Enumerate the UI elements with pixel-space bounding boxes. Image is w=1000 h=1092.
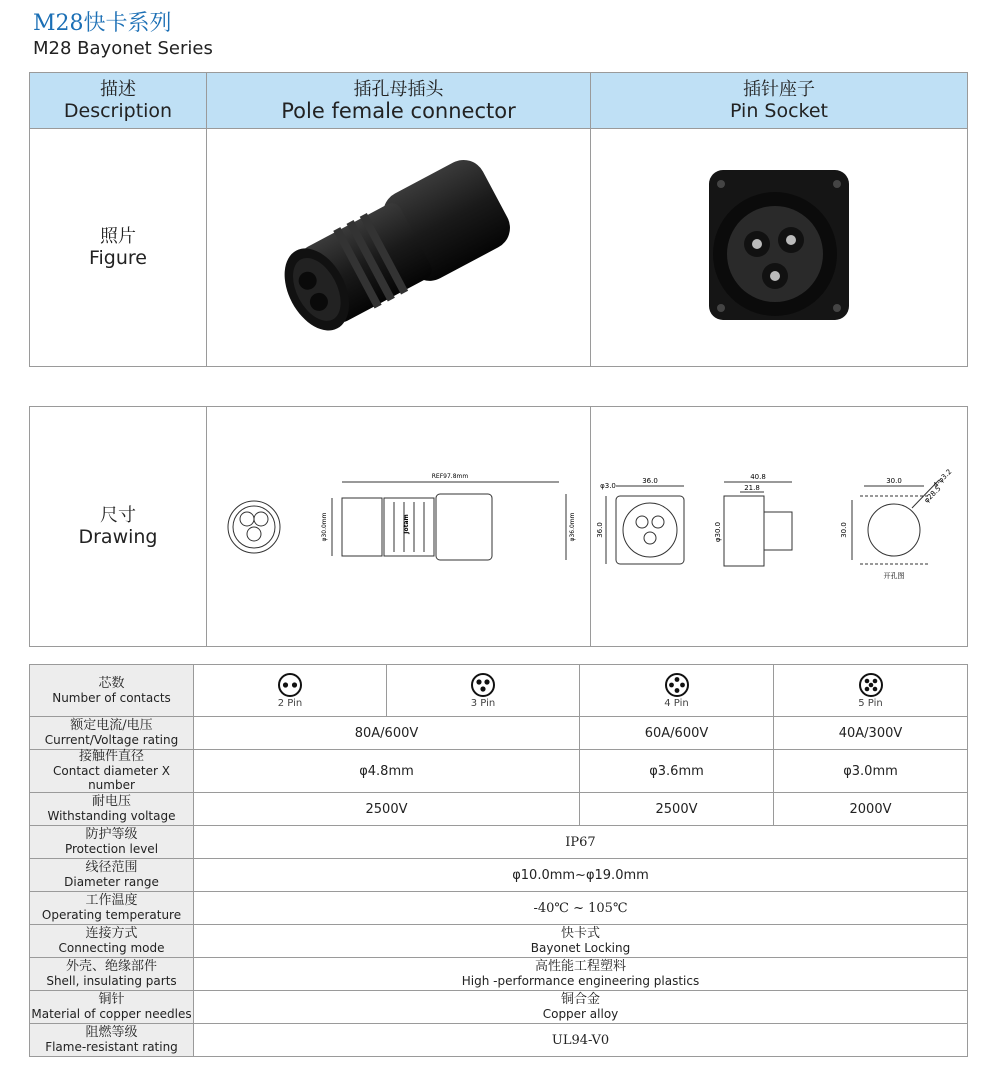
- wire-value: φ10.0mm~φ19.0mm: [194, 859, 968, 892]
- series-title-en: M28 Bayonet Series: [33, 38, 213, 59]
- needle-en: Material of copper needles: [31, 1007, 192, 1021]
- cut-note: 开孔图: [883, 571, 905, 580]
- socket-drawing: [591, 407, 968, 647]
- flame-label: [30, 1024, 194, 1057]
- spec-table: [29, 664, 968, 1057]
- dim-cut-top: 30.0: [886, 476, 902, 485]
- dim-cut-diameter: φ28.5: [922, 484, 943, 505]
- shell-value: [194, 958, 968, 991]
- withstand-4pin: 2500V: [580, 793, 774, 826]
- desc-cn: 描述: [100, 78, 136, 100]
- female-drawing: [207, 407, 591, 647]
- dim-ref-length: REF97.8mm: [431, 472, 468, 480]
- pin-5-label: 5 Pin: [858, 698, 883, 709]
- dim-side-diameter: φ30.0: [714, 521, 722, 542]
- dim-square-top: 36.0: [642, 476, 658, 485]
- shell-value-en: High -performance engineering plastics: [461, 974, 700, 988]
- pin-socket-photo: [591, 129, 968, 367]
- dim-left-diameter: φ30.0mm: [320, 511, 328, 542]
- diameter-4pin: φ3.6mm: [580, 750, 774, 793]
- pin-4-cell: [580, 665, 774, 717]
- drawing-en: Drawing: [78, 525, 158, 548]
- mode-cn: 连接方式: [85, 926, 138, 941]
- diameter-en: Contact diameter X number: [53, 764, 170, 792]
- flame-cn: 阻燃等级: [85, 1025, 138, 1040]
- drawing-cn: 尺寸: [100, 504, 136, 526]
- pin-2-cell: [194, 665, 387, 717]
- figure-label: [30, 129, 207, 367]
- dim-side-mid: 21.8: [744, 483, 760, 492]
- mode-value-cn: 快卡式: [560, 926, 600, 941]
- needle-value: [194, 991, 968, 1024]
- withstand-cn: 耐电压: [91, 794, 131, 809]
- diameter-label: [30, 750, 194, 793]
- withstand-label: [30, 793, 194, 826]
- contacts-en: Number of contacts: [52, 690, 171, 705]
- female-en: Pole female connector: [281, 98, 516, 123]
- socket-en: Pin Socket: [730, 99, 828, 122]
- series-title-cn: M28快卡系列: [33, 11, 172, 36]
- shell-label: [30, 958, 194, 991]
- figure-en: Figure: [88, 246, 147, 269]
- temp-label: [30, 892, 194, 925]
- withstand-en: Withstanding voltage: [47, 809, 176, 823]
- pin-2-label: 2 Pin: [277, 698, 303, 709]
- dim-side-top: 40.8: [750, 472, 766, 481]
- socket-header: [591, 73, 968, 129]
- current-5pin: 40A/300V: [774, 717, 968, 750]
- desc-en: Description: [63, 99, 173, 122]
- dim-cut-holes: 4-φ3.2: [931, 467, 954, 489]
- diameter-5pin: φ3.0mm: [774, 750, 968, 793]
- dim-square-left: 36.0: [596, 521, 604, 538]
- wire-label: [30, 859, 194, 892]
- needle-cn: 铜针: [98, 992, 125, 1007]
- contacts-cn: 芯数: [98, 675, 125, 691]
- needle-value-en: Copper alloy: [542, 1007, 619, 1021]
- protection-label: [30, 826, 194, 859]
- mode-en: Connecting mode: [58, 941, 165, 955]
- diameter-cn: 接触件直径: [78, 749, 144, 764]
- current-cn: 额定电流/电压: [70, 718, 153, 733]
- pin-3-icon: [470, 672, 496, 698]
- current-en: Current/Voltage rating: [44, 733, 179, 747]
- pin-4-label: 4 Pin: [664, 698, 689, 709]
- pin-5-icon: [858, 672, 884, 698]
- pin-3-label: 3 Pin: [470, 698, 496, 709]
- figure-table: [29, 72, 968, 367]
- flame-value: UL94-V0: [194, 1024, 968, 1057]
- drawing-table: [29, 406, 968, 647]
- wire-en: Diameter range: [64, 875, 159, 889]
- female-cn: 插孔母插头: [353, 78, 444, 100]
- mode-value: [194, 925, 968, 958]
- wire-cn: 线径范围: [85, 860, 138, 875]
- contacts-label: [30, 665, 194, 717]
- flame-en: Flame-resistant rating: [45, 1040, 178, 1054]
- description-header: [30, 73, 207, 129]
- current-4pin: 60A/600V: [580, 717, 774, 750]
- pin-4-icon: [664, 672, 690, 698]
- dim-square-hole: φ3.0: [600, 481, 616, 490]
- shell-cn: 外壳、绝缘部件: [65, 959, 157, 974]
- pin-2-icon: [277, 672, 303, 698]
- dim-cut-left: 30.0: [840, 521, 848, 538]
- figure-cn: 照片: [100, 225, 136, 247]
- protection-cn: 防护等级: [85, 827, 138, 842]
- mode-value-en: Bayonet Locking: [530, 941, 631, 955]
- temp-en: Operating temperature: [41, 908, 182, 922]
- socket-cn: 插针座子: [743, 78, 815, 100]
- needle-label: [30, 991, 194, 1024]
- needle-value-cn: 铜合金: [560, 992, 600, 1007]
- female-header: [207, 73, 591, 129]
- female-connector-photo: [207, 129, 591, 367]
- temp-cn: 工作温度: [85, 893, 138, 908]
- pin-5-cell: [774, 665, 968, 717]
- temp-value: -40℃ ~ 105℃: [194, 892, 968, 925]
- dim-right-diameter: φ36.0mm: [568, 511, 576, 542]
- shell-value-cn: 高性能工程塑料: [534, 959, 626, 974]
- withstand-2-3pin: 2500V: [194, 793, 580, 826]
- brand-mark: Jotam: [402, 513, 410, 534]
- current-2-3pin: 80A/600V: [194, 717, 580, 750]
- pin-3-cell: [387, 665, 580, 717]
- mode-label: [30, 925, 194, 958]
- protection-value: IP67: [194, 826, 968, 859]
- withstand-5pin: 2000V: [774, 793, 968, 826]
- diameter-2-3pin: φ4.8mm: [194, 750, 580, 793]
- shell-en: Shell, insulating parts: [46, 974, 177, 988]
- drawing-label: [30, 407, 207, 647]
- current-label: [30, 717, 194, 750]
- protection-en: Protection level: [64, 842, 159, 856]
